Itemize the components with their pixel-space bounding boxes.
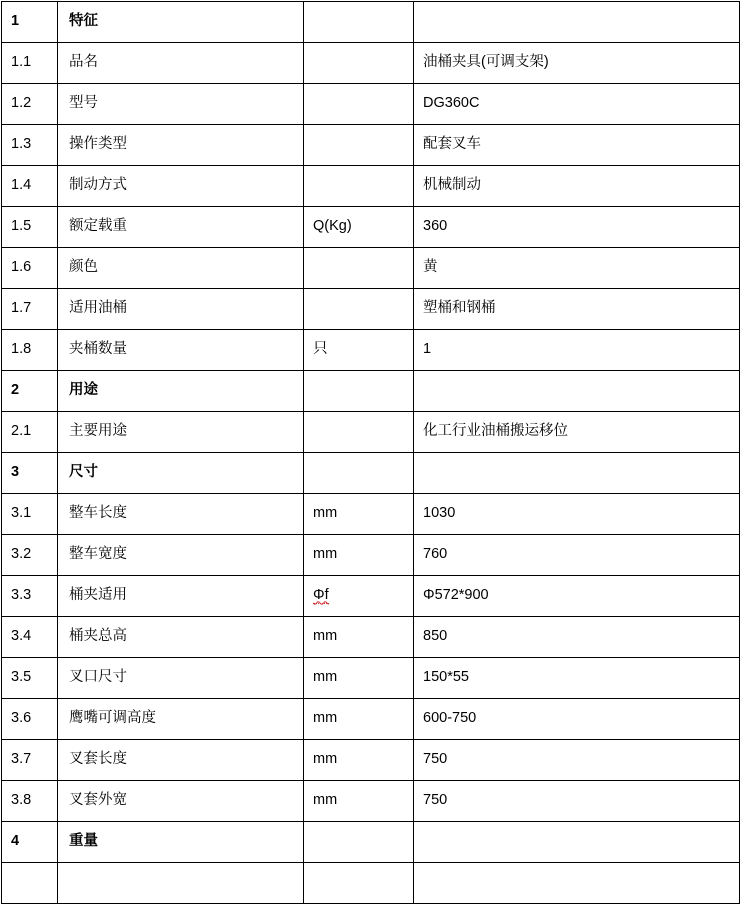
row-label: 鹰嘴可调高度: [58, 699, 304, 740]
section-row: [2, 371, 740, 412]
row-unit: 只: [304, 330, 414, 371]
row-number: [2, 863, 58, 904]
table-row: [2, 576, 740, 617]
table-row: [2, 330, 740, 371]
row-value: 850: [414, 617, 740, 658]
specification-table: [1, 1, 740, 904]
row-number: 3.7: [2, 740, 58, 781]
row-label: 主要用途: [58, 412, 304, 453]
row-unit: [304, 84, 414, 125]
row-label: 叉套长度: [58, 740, 304, 781]
row-number: 1.8: [2, 330, 58, 371]
row-unit: [304, 863, 414, 904]
row-value: [414, 371, 740, 412]
row-label: [58, 863, 304, 904]
table-row: [2, 863, 740, 904]
row-label: 型号: [58, 84, 304, 125]
row-label: 额定载重: [58, 207, 304, 248]
row-number: 1.4: [2, 166, 58, 207]
row-unit: [304, 125, 414, 166]
row-label: 用途: [58, 371, 304, 412]
row-number: 3.8: [2, 781, 58, 822]
table-row: [2, 166, 740, 207]
row-label: 尺寸: [58, 453, 304, 494]
row-label: 叉口尺寸: [58, 658, 304, 699]
row-unit: [304, 371, 414, 412]
row-number: 1: [2, 2, 58, 43]
row-unit: mm: [304, 617, 414, 658]
section-row: [2, 2, 740, 43]
row-number: 3: [2, 453, 58, 494]
row-number: 3.5: [2, 658, 58, 699]
row-value: 油桶夹具(可调支架): [414, 43, 740, 84]
row-number: 3.3: [2, 576, 58, 617]
row-value: DG360C: [414, 84, 740, 125]
table-row: [2, 43, 740, 84]
row-label: 夹桶数量: [58, 330, 304, 371]
row-number: 1.5: [2, 207, 58, 248]
row-number: 1.6: [2, 248, 58, 289]
row-label: 颜色: [58, 248, 304, 289]
row-label: 操作类型: [58, 125, 304, 166]
table-row: [2, 289, 740, 330]
row-label: 制动方式: [58, 166, 304, 207]
row-number: 3.4: [2, 617, 58, 658]
row-unit: mm: [304, 781, 414, 822]
row-value: [414, 863, 740, 904]
row-label: 品名: [58, 43, 304, 84]
table-row: [2, 494, 740, 535]
table-row: [2, 207, 740, 248]
row-value: 化工行业油桶搬运移位: [414, 412, 740, 453]
row-unit: [304, 166, 414, 207]
row-unit: mm: [304, 658, 414, 699]
row-unit: mm: [304, 494, 414, 535]
row-label: 整车长度: [58, 494, 304, 535]
row-value: 机械制动: [414, 166, 740, 207]
row-value: 配套叉车: [414, 125, 740, 166]
table-row: [2, 412, 740, 453]
row-unit: Q(Kg): [304, 207, 414, 248]
row-unit: [304, 289, 414, 330]
row-value: [414, 453, 740, 494]
row-unit: [304, 576, 414, 617]
row-value: 600-750: [414, 699, 740, 740]
row-value: 1: [414, 330, 740, 371]
spellcheck-marked-text: Φf: [313, 587, 329, 604]
row-number: 3.2: [2, 535, 58, 576]
row-unit: [304, 43, 414, 84]
row-unit: [304, 412, 414, 453]
table-row: [2, 740, 740, 781]
row-value: [414, 822, 740, 863]
row-unit: mm: [304, 699, 414, 740]
row-unit: mm: [304, 535, 414, 576]
row-label: 特征: [58, 2, 304, 43]
row-value: [414, 2, 740, 43]
row-value: 360: [414, 207, 740, 248]
row-number: 2.1: [2, 412, 58, 453]
table-row: [2, 658, 740, 699]
row-value: 750: [414, 781, 740, 822]
row-label: 桶夹总高: [58, 617, 304, 658]
row-unit: mm: [304, 740, 414, 781]
row-value: 760: [414, 535, 740, 576]
row-label: 叉套外宽: [58, 781, 304, 822]
row-number: 1.7: [2, 289, 58, 330]
row-number: 4: [2, 822, 58, 863]
table-row: [2, 535, 740, 576]
row-unit: [304, 822, 414, 863]
row-unit: [304, 453, 414, 494]
row-value: 塑桶和钢桶: [414, 289, 740, 330]
row-label: 适用油桶: [58, 289, 304, 330]
row-number: 1.1: [2, 43, 58, 84]
row-label: 重量: [58, 822, 304, 863]
table-row: [2, 248, 740, 289]
row-label: 桶夹适用: [58, 576, 304, 617]
row-number: 2: [2, 371, 58, 412]
table-row: [2, 84, 740, 125]
row-value: Φ572*900: [414, 576, 740, 617]
row-value: 黄: [414, 248, 740, 289]
row-unit: [304, 2, 414, 43]
row-value: 150*55: [414, 658, 740, 699]
row-number: 1.3: [2, 125, 58, 166]
row-value: 1030: [414, 494, 740, 535]
row-unit: [304, 248, 414, 289]
row-number: 1.2: [2, 84, 58, 125]
row-label: 整车宽度: [58, 535, 304, 576]
table-row: [2, 699, 740, 740]
table-row: [2, 125, 740, 166]
table-row: [2, 617, 740, 658]
specification-table-body: [2, 2, 740, 904]
section-row: [2, 453, 740, 494]
row-number: 3.1: [2, 494, 58, 535]
table-row: [2, 781, 740, 822]
row-number: 3.6: [2, 699, 58, 740]
section-row: [2, 822, 740, 863]
row-value: 750: [414, 740, 740, 781]
